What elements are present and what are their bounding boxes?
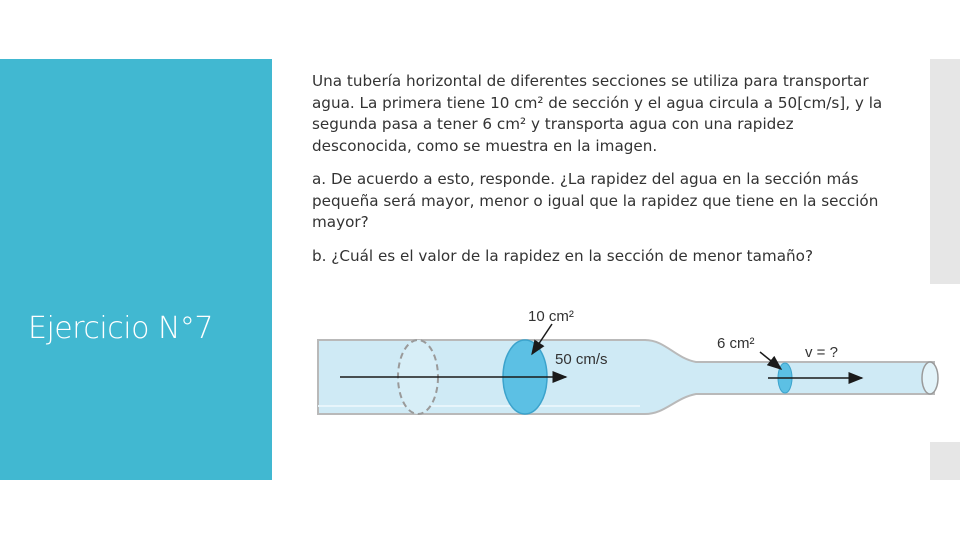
pipe-right-opening (922, 362, 938, 394)
pipe-diagram (300, 294, 950, 434)
side-panel (0, 59, 272, 480)
scroll-strip-top (930, 59, 960, 284)
label-area-large: 10 cm² (528, 308, 574, 325)
question-b: b. ¿Cuál es el valor de la rapidez en la sección de menor tamaño? (312, 246, 814, 265)
question-a: a. De acuerdo a esto, responde. ¿La rapidez del agua en la sección más pequeña será mayor, menor o igual que la rapidez que tiene en la sección mayor? (312, 170, 879, 231)
slide-title: Ejercicio N°7 (28, 311, 213, 346)
problem-text (312, 71, 887, 279)
label-area-small: 6 cm² (717, 335, 755, 352)
problem-statement: Una tubería horizontal de diferentes secciones se utiliza para transportar agua. La primera tiene 10 cm² de sección y el agua circula a 50[cm/s], y la segunda pasa a tener 6 cm² y transporta agua con una rapidez desconocida, como se muestra en la imagen. (312, 72, 883, 155)
scroll-strip-bottom (930, 442, 960, 480)
label-speed-small: v = ? (805, 344, 838, 361)
label-speed-large: 50 cm/s (555, 351, 608, 368)
